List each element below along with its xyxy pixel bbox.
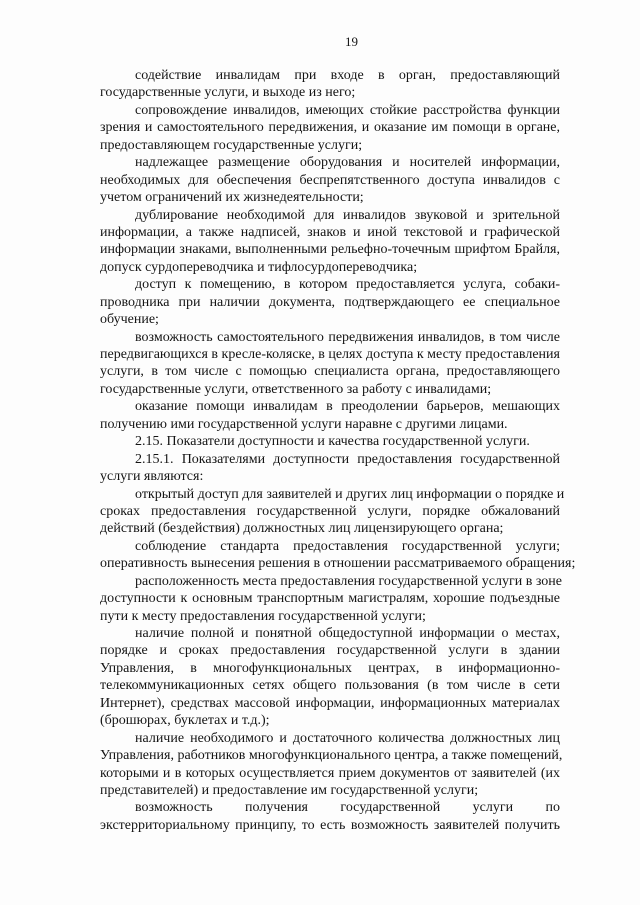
page-number: 19 [345, 34, 358, 49]
text-line: возможность самостоятельного передвижения инвалидов, в том числе [135, 329, 560, 345]
text-line: телекоммуникационных сетях общего пользования (в том числе в сети [100, 678, 560, 694]
text-line: предоставляющем государственные услуги; [100, 137, 363, 153]
paragraph [100, 207, 560, 277]
text-line: пути к месту предоставления государственной услуги; [100, 608, 426, 624]
text-line: получению ими государственной услуги наравне с другими лицами. [100, 416, 508, 432]
text-line: наличие полной и понятной общедоступной информации о местах, [135, 626, 560, 641]
section-heading [100, 433, 560, 450]
text-line: открытый доступ для заявителей и других лиц информации о порядке и [135, 486, 565, 502]
paragraph [100, 730, 563, 800]
text-line: государственные услуги, и выходе из него; [100, 85, 356, 101]
text-line: соблюдение стандарта предоставления государственной услуги; [135, 538, 560, 554]
text-line: доступ к помещению, в котором предоставляется услуга, собаки- [135, 277, 560, 293]
text-line: расположенность места предоставления государственной услуги в зоне [135, 573, 562, 589]
body-text [100, 67, 576, 834]
paragraph [100, 102, 560, 154]
text-line: необходимых для обеспечения беспрепятственного доступа инвалидов с [100, 172, 560, 188]
paragraph [100, 451, 560, 486]
text-line: сроках предоставления государственной услуги, порядке обжалований [100, 503, 560, 519]
text-line: (брошюрах, буклетах и т.д.); [100, 713, 270, 729]
text-line: 2.15. Показатели доступности и качества государственной услуги. [135, 434, 530, 450]
paragraph [100, 154, 560, 206]
text-line: содействие инвалидам при входе в орган, предоставляющий [135, 68, 560, 83]
text-line: которыми и в которых осуществляется прием документов от заявителей (их [100, 765, 560, 781]
text-line: возможность получения государственной услуги по [135, 800, 560, 816]
text-line: оперативность вынесения решения в отношении рассматриваемого обращения; [100, 556, 576, 572]
text-line: дублирование необходимой для инвалидов звуковой и зрительной [135, 207, 560, 223]
text-line: экстерриториальному принципу, то есть возможность заявителей получить [100, 817, 560, 833]
text-line: надлежащее размещение оборудования и носителей информации, [135, 155, 560, 171]
text-line: Управления, в многофункциональных центрах, в информационно- [100, 660, 560, 676]
paragraph [100, 67, 560, 102]
text-line: услуги, в том числе с помощью специалиста органа, предоставляющего [100, 364, 560, 380]
text-line: зрения и самостоятельного передвижения, и оказание им помощи в органе, [100, 120, 560, 136]
text-line: сопровождение инвалидов, имеющих стойкие расстройства функции [135, 102, 560, 118]
text-line: передвигающихся в кресле-коляске, в целях доступа к месту предоставления [100, 347, 560, 362]
text-line: учетом ограничений их жизнедеятельности; [100, 190, 364, 206]
text-line: 2.15.1. Показателями доступности предоставления государственной [135, 451, 560, 467]
text-line: допуск сурдопереводчика и тифлосурдопереводчика; [100, 259, 418, 275]
paragraph [100, 486, 565, 538]
paragraph [100, 625, 560, 730]
paragraph [100, 573, 560, 625]
text-line: информации, а также надписей, знаков и иной текстовой и графической [100, 224, 560, 240]
text-line: информации знаками, выполненными рельефно-точечным шрифтом Брайля, [100, 242, 560, 258]
paragraph [100, 799, 560, 834]
text-line: порядке и сроках предоставления государственной услуги в здании [100, 643, 560, 659]
text-line: Интернет), средствах массовой информации, информационных материалах [100, 695, 560, 711]
text-line: проводника при наличии документа, подтверждающего ее специальное [100, 294, 560, 310]
text-line: доступности к основным транспортным магистралям, хорошие подъездные [100, 591, 560, 607]
text-line: Управления, работников многофункционального центра, а также помещений, [100, 748, 563, 764]
text-line: государственные услуги, ответственного за работу с инвалидами; [100, 381, 492, 397]
paragraph [100, 538, 576, 573]
text-line: услуги являются: [100, 469, 204, 485]
paragraph [100, 276, 560, 328]
text-line: представителей) и предоставление им государственной услуги; [100, 782, 479, 798]
paragraph [100, 329, 560, 399]
paragraph [100, 398, 560, 433]
text-line: оказание помощи инвалидам в преодолении барьеров, мешающих [135, 399, 560, 415]
text-line: обучение; [100, 312, 159, 328]
text-line: действий (бездействия) должностных лиц лицензирующего органа; [100, 521, 504, 537]
text-line: наличие необходимого и достаточного количества должностных лиц [135, 730, 560, 746]
